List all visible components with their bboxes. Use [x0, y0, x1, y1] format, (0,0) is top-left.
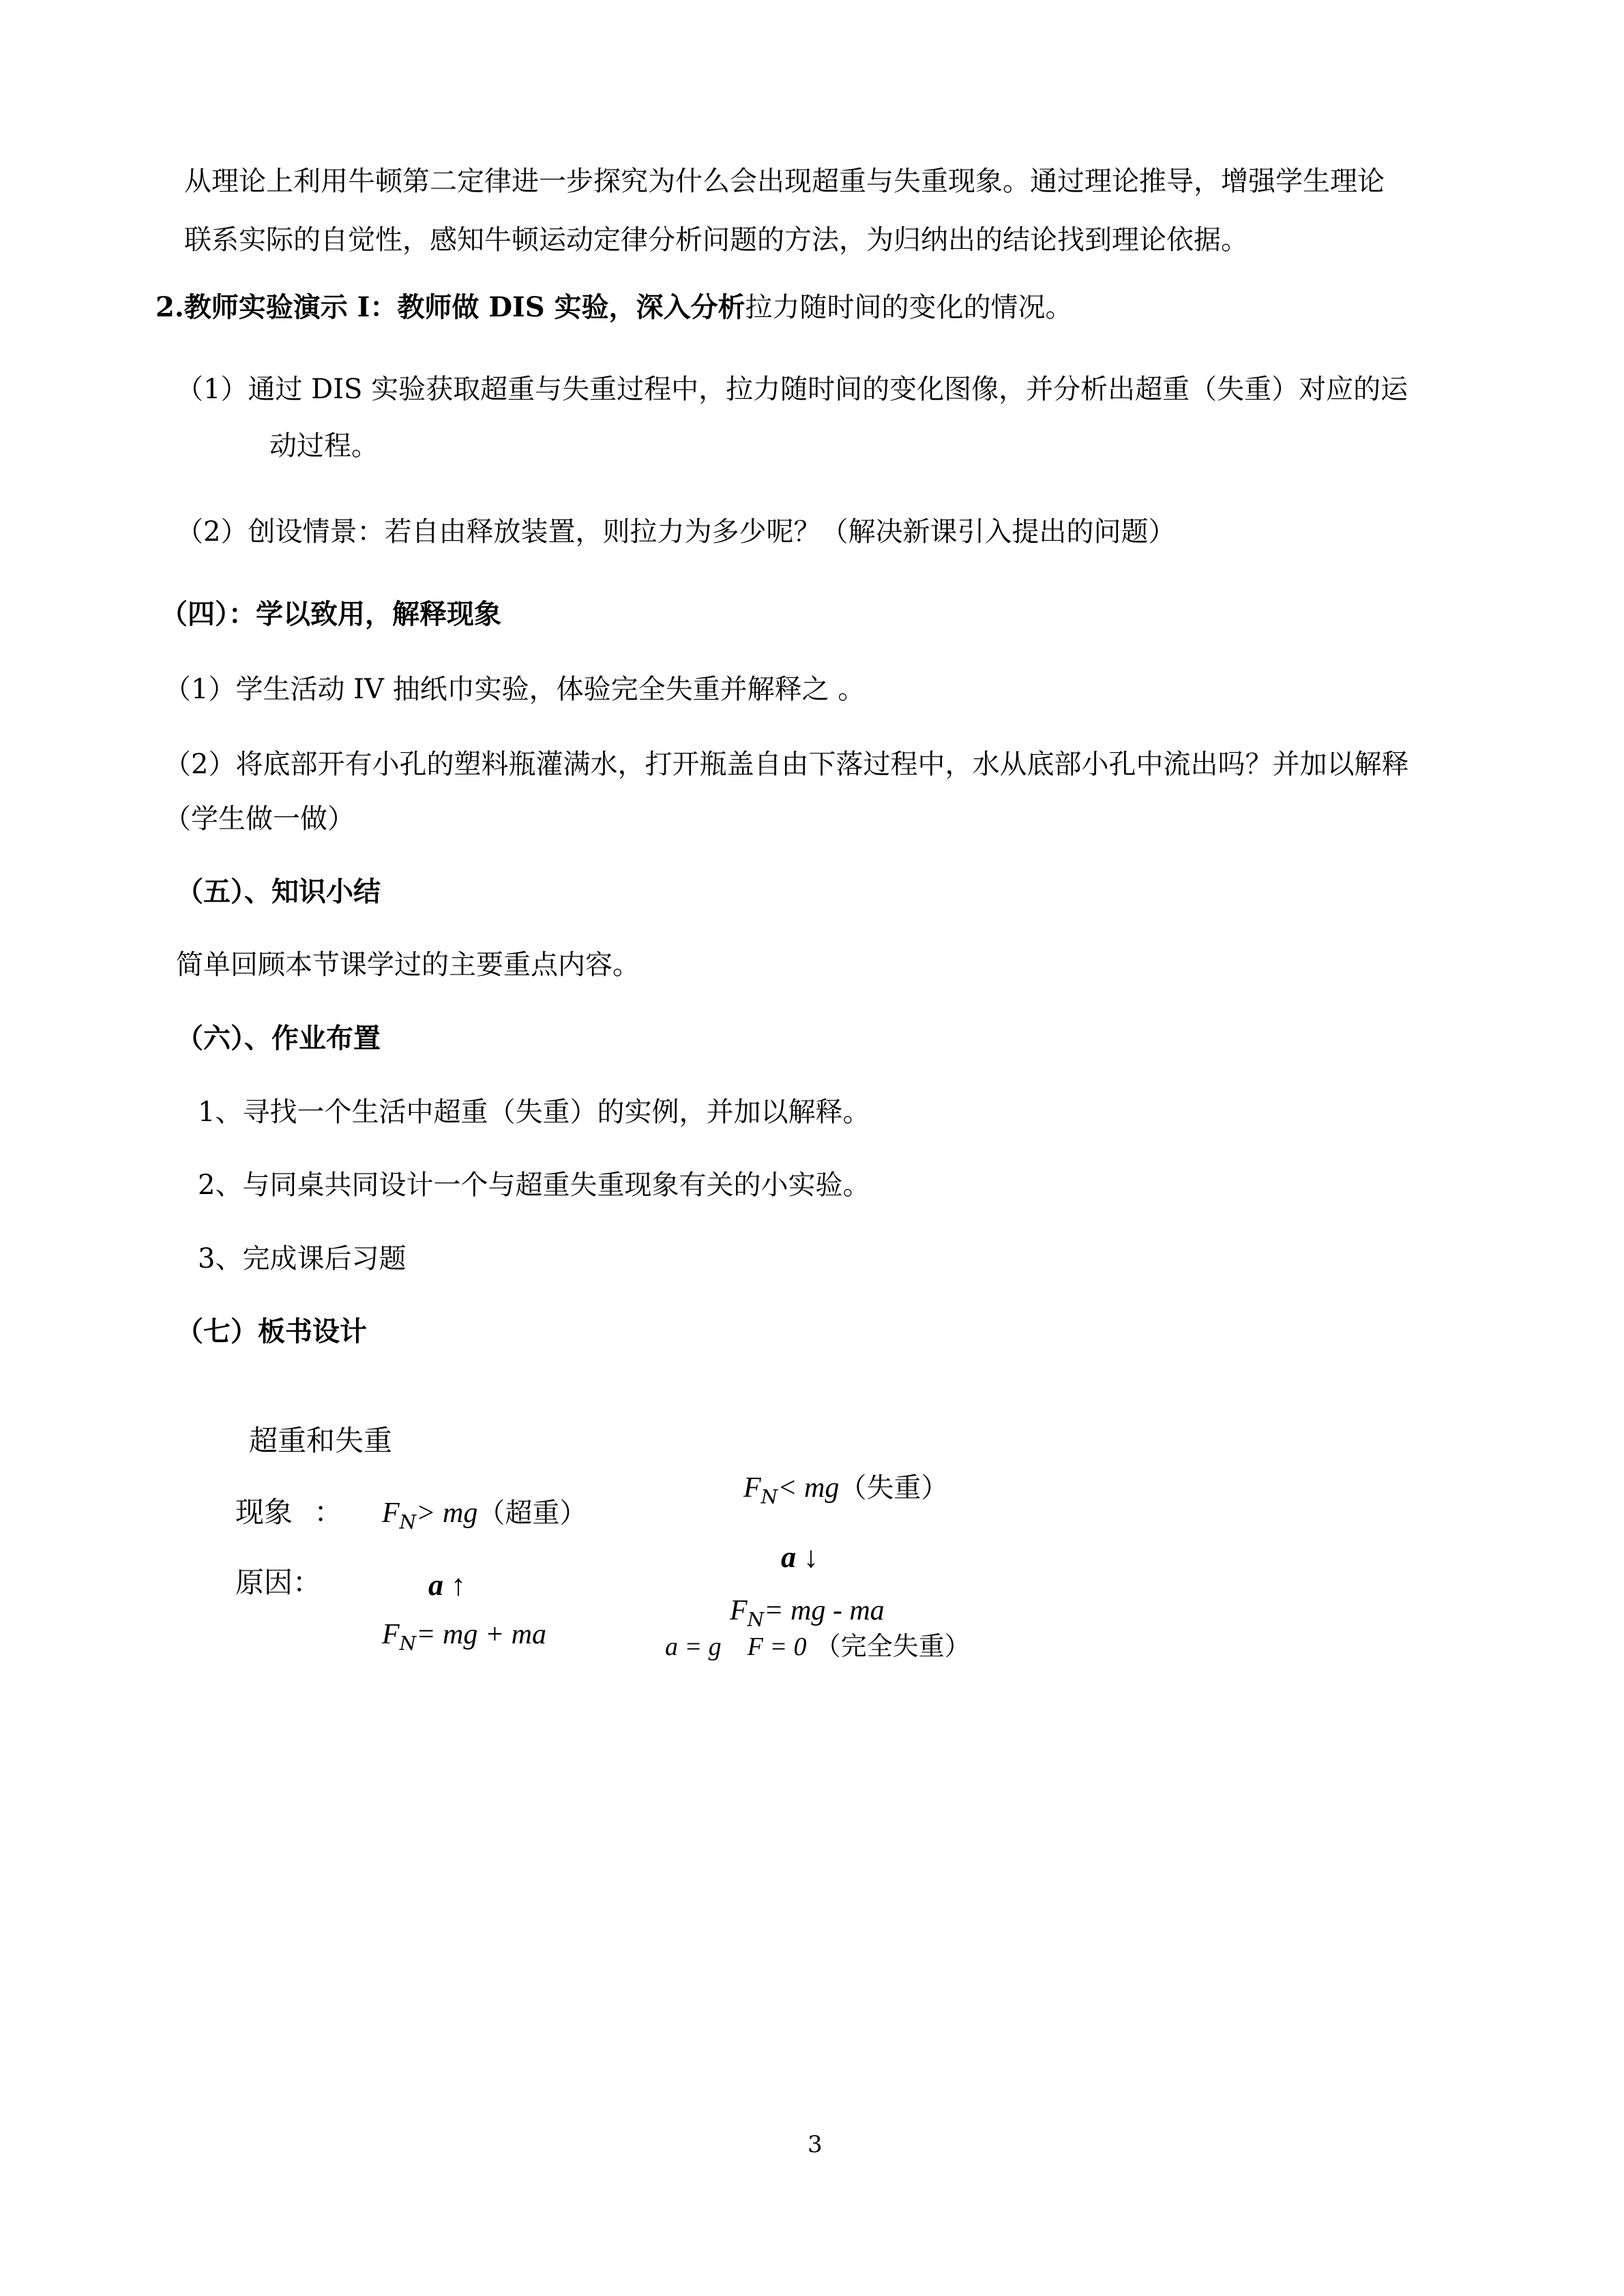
- lose-label: （失重）: [839, 1472, 949, 1504]
- item-1-line-1: （1）通过 DIS 实验获取超重与失重过程中，拉力随时间的变化图像，并分析出超重（失重）对应的运: [176, 374, 1408, 405]
- force-subscript: N: [761, 1485, 778, 1508]
- board-phenomenon-label: 现象 ：: [235, 1495, 343, 1529]
- board-formula-lose: [743, 1473, 948, 1506]
- full-eq: a = g F = 0: [665, 1632, 807, 1661]
- heading-5: （五）、知识小结: [176, 876, 381, 908]
- para-line-1: 从理论上利用牛顿第二定律进一步探究为什么会出现超重与失重现象。通过理论推导，增强学生理论: [184, 166, 1385, 197]
- board-a-up: a ↑: [428, 1568, 466, 1602]
- force-symbol: F: [382, 1497, 400, 1529]
- full-label: （完全失重）: [814, 1631, 971, 1661]
- item-2: （2）创设情景：若自由释放装置，则拉力为多少呢？（解决新课引入提出的问题）: [176, 516, 1176, 548]
- force-subscript: N: [399, 1632, 417, 1655]
- board-full-lose: [665, 1633, 971, 1660]
- board-formula-super: [382, 1498, 587, 1532]
- item-4-2-line-1: （2）将底部开有小孔的塑料瓶灌满水，打开瓶盖自由下落过程中，水从底部小孔中流出吗？并加以解释: [164, 749, 1409, 780]
- board-title: 超重和失重: [249, 1424, 393, 1457]
- item-1-line-2: 动过程。: [269, 430, 379, 462]
- gt-mg: > mg: [416, 1497, 478, 1529]
- force-symbol: F: [730, 1595, 748, 1626]
- para-line-2: 联系实际的自觉性，感知牛顿运动定律分析问题的方法，为归纳出的结论找到理论依据。: [184, 224, 1248, 256]
- summary: 简单回顾本节课学过的主要重点内容。: [176, 949, 640, 981]
- homework-1: 1、寻找一个生活中超重（失重）的实例，并加以解释。: [198, 1097, 870, 1128]
- board-eq-lose: [730, 1596, 885, 1629]
- eq-super: = mg + ma: [416, 1619, 547, 1650]
- heading-6: （六）、作业布置: [176, 1022, 381, 1054]
- board-cause-label: 原因：: [235, 1566, 322, 1599]
- force-subscript: N: [747, 1608, 765, 1631]
- section-2-normal: 拉力随时间的变化的情况。: [745, 292, 1073, 323]
- homework-2: 2、与同桌共同设计一个与超重失重现象有关的小实验。: [198, 1169, 870, 1201]
- eq-lose: = mg - ma: [764, 1595, 885, 1626]
- super-label: （超重）: [477, 1497, 587, 1529]
- force-symbol: F: [382, 1619, 400, 1650]
- homework-3: 3、完成课后习题: [198, 1243, 407, 1274]
- page-number: 3: [808, 2131, 823, 2158]
- section-2-heading: [156, 278, 1073, 337]
- item-4-1: （1）学生活动 IV 抽纸巾实验，体验完全失重并解释之 。: [164, 674, 866, 705]
- section-2-bold: 2.教师实验演示 I：教师做 DIS 实验，深入分析: [156, 291, 745, 323]
- heading-7: （七）板书设计: [176, 1315, 367, 1347]
- lt-mg: < mg: [778, 1472, 840, 1504]
- force-symbol: F: [743, 1472, 761, 1504]
- item-4-2-line-2: （学生做一做）: [164, 803, 355, 835]
- board-a-down: a ↓: [781, 1540, 818, 1574]
- board-eq-super: [382, 1620, 546, 1653]
- heading-4: （四）：学以致用，解释现象: [160, 598, 501, 630]
- force-subscript: N: [399, 1510, 417, 1534]
